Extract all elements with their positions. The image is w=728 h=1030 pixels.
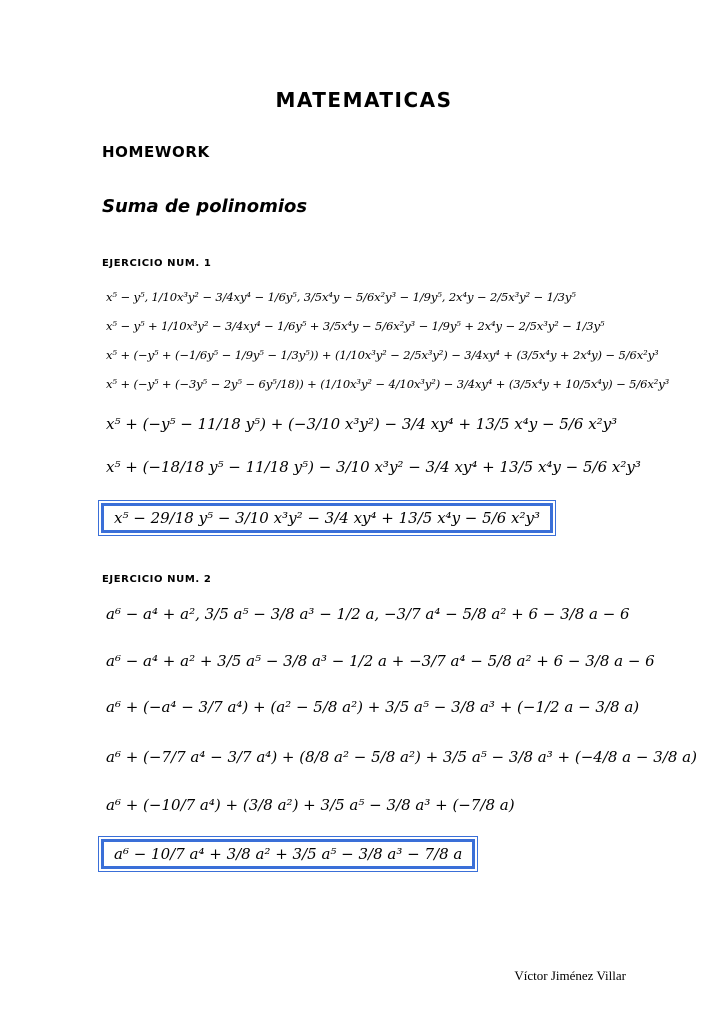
exercise-1-line: x⁵ + (−y⁵ + (−1/6y⁵ − 1/9y⁵ − 1/3y⁵)) + (1/10x³y² − 2/5x³y²) − 3/4xy⁴ + (3/5x⁴y + 2x⁴y) − 5/6x²y³ [106, 348, 659, 362]
exercise-1-answer-box: x⁵ − 29/18 y⁵ − 3/10 x³y² − 3/4 xy⁴ + 13/5 x⁴y − 5/6 x²y³ [101, 503, 553, 533]
homework-heading: HOMEWORK [102, 143, 210, 161]
exercise-2-line: a⁶ − a⁴ + a² + 3/5 a⁵ − 3/8 a³ − 1/2 a + −3/7 a⁴ − 5/8 a² + 6 − 3/8 a − 6 [106, 652, 655, 670]
exercise-1-line: x⁵ + (−18/18 y⁵ − 11/18 y⁵) − 3/10 x³y² − 3/4 xy⁴ + 13/5 x⁴y − 5/6 x²y³ [106, 458, 641, 476]
exercise-1-line: x⁵ + (−y⁵ + (−3y⁵ − 2y⁵ − 6y⁵/18)) + (1/10x³y² − 4/10x³y²) − 3/4xy⁴ + (3/5x⁴y + 10/5x⁴y) − 5/6x²y³ [106, 377, 670, 391]
section-subtitle: Suma de polinomios [102, 196, 308, 217]
exercise-1-line: x⁵ + (−y⁵ − 11/18 y⁵) + (−3/10 x³y²) − 3/4 xy⁴ + 13/5 x⁴y − 5/6 x²y³ [106, 415, 618, 433]
exercise-1-line: x⁵ − y⁵, 1/10x³y² − 3/4xy⁴ − 1/6y⁵, 3/5x⁴y − 5/6x²y³ − 1/9y⁵, 2x⁴y − 2/5x³y² − 1/3y⁵ [106, 290, 576, 304]
exercise-2-line: a⁶ − a⁴ + a², 3/5 a⁵ − 3/8 a³ − 1/2 a, −3/7 a⁴ − 5/8 a² + 6 − 3/8 a − 6 [106, 605, 630, 623]
exercise-1-label: EJERCICIO NUM. 1 [102, 258, 212, 269]
exercise-2-answer-box: a⁶ − 10/7 a⁴ + 3/8 a² + 3/5 a⁵ − 3/8 a³ − 7/8 a [101, 839, 475, 869]
page-title: MATEMATICAS [275, 88, 453, 112]
author-name: Víctor Jiménez Villar [514, 968, 626, 983]
exercise-2-label: EJERCICIO NUM. 2 [102, 574, 212, 585]
exercise-1-line: x⁵ − y⁵ + 1/10x³y² − 3/4xy⁴ − 1/6y⁵ + 3/5x⁴y − 5/6x²y³ − 1/9y⁵ + 2x⁴y − 2/5x³y² − 1/3y⁵ [106, 319, 605, 333]
exercise-2-line: a⁶ + (−10/7 a⁴) + (3/8 a²) + 3/5 a⁵ − 3/8 a³ + (−7/8 a) [106, 796, 515, 814]
exercise-2-line: a⁶ + (−a⁴ − 3/7 a⁴) + (a² − 5/8 a²) + 3/5 a⁵ − 3/8 a³ + (−1/2 a − 3/8 a) [106, 698, 640, 716]
exercise-2-line: a⁶ + (−7/7 a⁴ − 3/7 a⁴) + (8/8 a² − 5/8 a²) + 3/5 a⁵ − 3/8 a³ + (−4/8 a − 3/8 a) [106, 748, 697, 766]
